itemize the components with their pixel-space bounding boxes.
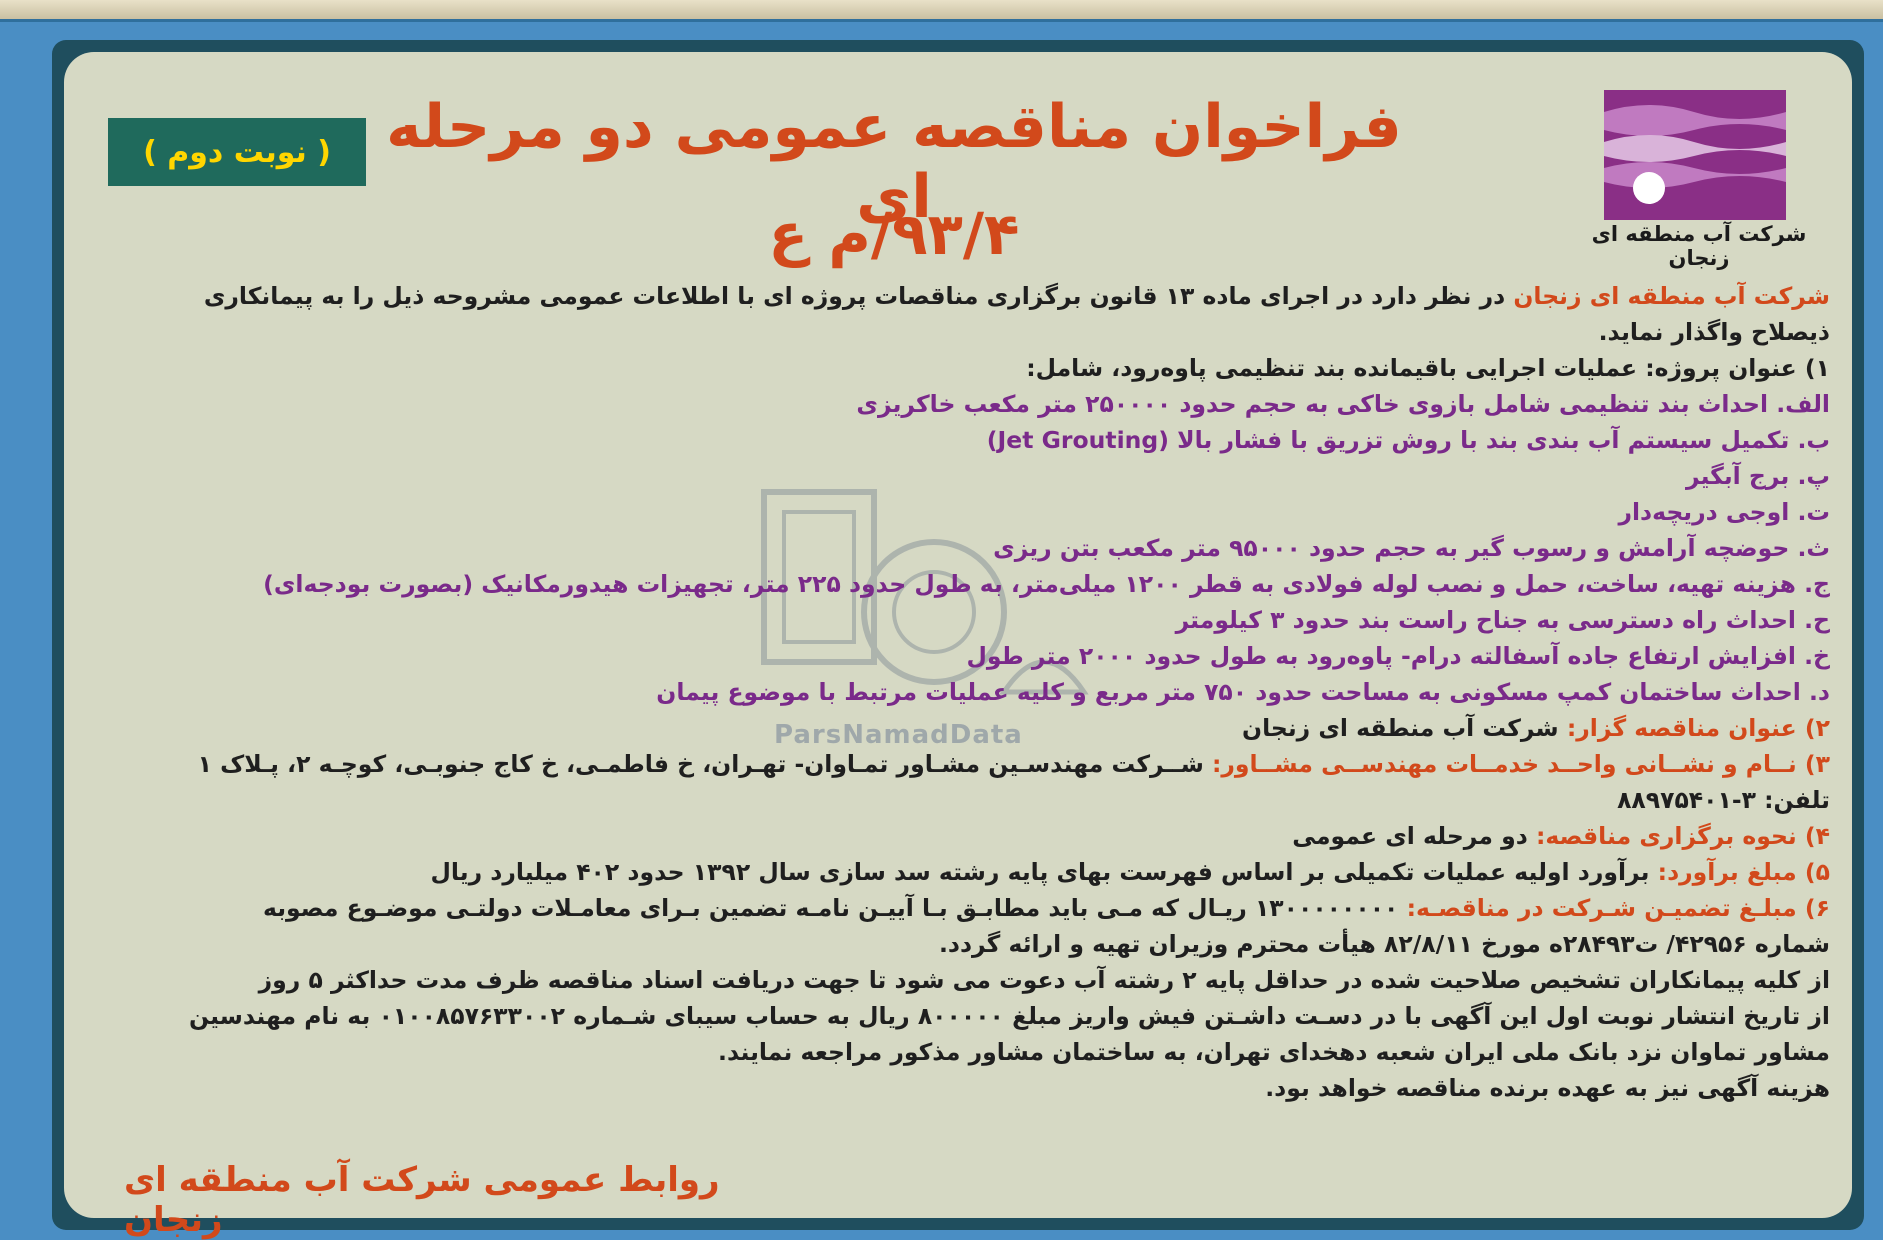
section-3 <box>108 746 1830 782</box>
tender-code: ۹۳/۴/م ع <box>768 200 1020 268</box>
project-item: الف. احداث بند تنظیمی شامل بازوی خاکی به حجم حدود ۲۵۰۰۰۰ متر مکعب خاکریزی <box>856 390 1830 418</box>
closing-line: مشاور تماوان نزد بانک ملی ایران شعبه دهخدای تهران، به ساختمان مشاور مذکور مراجعه نمایند. <box>718 1038 1830 1066</box>
logo-caption: شرکت آب منطقه ای زنجان <box>1591 222 1807 270</box>
section-3-phone: تلفن: ۳-۸۸۹۷۵۴۰۱ <box>1617 786 1830 814</box>
closing-line: هزینه آگهی نیز به عهده برنده مناقصه خواهد بود. <box>1265 1074 1830 1102</box>
intro-org: شرکت آب منطقه ای زنجان <box>1513 282 1830 310</box>
intro-line-2: ذیصلاح واگذار نماید. <box>1598 318 1830 346</box>
section-3-value: شــرکت مهندسـین مشـاور تمـاوان- تهـران، خ فاطمـی، خ کاج جنوبـی، کوچـه ۲، پـلاک ۱ <box>197 750 1204 778</box>
section-2-value: شرکت آب منطقه ای زنجان <box>1242 714 1559 742</box>
project-item: خ. افزایش ارتفاع جاده آسفالته درام- پاوه‌رود به طول حدود ۲۰۰۰ متر طول <box>966 642 1830 670</box>
section-6-label: ۶) مبلـغ تضمیـن شـرکت در مناقصـه: <box>1398 894 1830 922</box>
closing-line: از تاریخ انتشار نوبت اول این آگهی با در دسـت داشـتن فیش واریز مبلغ ۸۰۰۰۰۰ ریال به حساب سیبای شـماره ۰۱۰۰۸۵۷۶۳۳۰۰۲ به نام مهندسین <box>188 1002 1830 1030</box>
project-item: ت. اوجی دریچه‌دار <box>1618 498 1830 526</box>
page-title: فراخوان مناقصه عمومی دو مرحله ای <box>386 92 1402 232</box>
section-5 <box>108 854 1830 890</box>
project-item-6-suffix: (بصورت بودجه‌ای) <box>263 570 482 598</box>
section-5-label: ۵) مبلغ برآورد: <box>1649 858 1830 886</box>
section-4-value: دو مرحله ای عمومی <box>1292 822 1528 850</box>
section-4 <box>108 818 1830 854</box>
public-relations-signature: روابط عمومی شرکت آب منطقه ای زنجان <box>124 1160 720 1240</box>
section-4-label: ۴) نحوه برگزاری مناقصه: <box>1527 822 1830 850</box>
ad-paper <box>64 52 1852 1240</box>
section-6 <box>108 890 1830 926</box>
project-item: پ. برج آبگیر <box>1685 462 1830 490</box>
project-heading: ۱) عنوان پروژه: عملیات اجرایی باقیمانده بند تنظیمی پاوه‌رود، شامل: <box>1026 354 1830 382</box>
project-item: ح. احداث راه دسترسی به جناح راست بند حدود ۳ کیلومتر <box>1175 606 1830 634</box>
watermark-text: ParsNamadData <box>774 720 1023 750</box>
section-2 <box>108 710 1830 746</box>
ad-frame <box>52 40 1864 1240</box>
section-6-value: ۱۳۰۰۰۰۰۰۰۰ ریـال که مـی باید مطابـق بـا آییـن نامـه تضمین بـرای معامـلات دولتـی موضـوع مصوبه <box>262 894 1399 922</box>
section-5-value: برآورد اولیه عملیات تکمیلی بر اساس فهرست بهای پایه رشته سد سازی سال ۱۳۹۲ حدود ۴۰۲ میلیارد ریال <box>430 858 1650 886</box>
project-item-6 <box>108 566 1830 602</box>
company-logo <box>1604 90 1786 220</box>
section-6-line-2: شماره ۴۲۹۵۶/ ت۲۸۴۹۳ه مورخ ۸۲/۸/۱۱ هیأت محترم وزیران تهیه و ارائه گردد. <box>938 930 1830 958</box>
ad-body <box>108 278 1830 1106</box>
project-item: ب. تکمیل سیستم آب بندی بند با روش تزریق با فشار بالا (Jet Grouting) <box>986 426 1830 454</box>
project-item: د. احداث ساختمان کمپ مسکونی به مساحت حدود ۷۵۰ متر مربع و کلیه عملیات مرتبط با موضوع پیمان <box>656 678 1830 706</box>
round-badge: ( نوبت دوم ) <box>108 118 366 186</box>
project-item: ث. حوضچه آرامش و رسوب گیر به حجم حدود ۹۵۰۰۰ متر مکعب بتن ریزی <box>993 534 1830 562</box>
top-strip <box>0 0 1883 22</box>
section-2-label: ۲) عنوان مناقصه گزار: <box>1558 714 1830 742</box>
section-3-label: ۳) نــام و نشــانی واحــد خدمــات مهندســی مشــاور: <box>1203 750 1830 778</box>
intro-line-1 <box>108 278 1830 314</box>
closing-line: از کلیه پیمانکاران تشخیص صلاحیت شده در حداقل پایه ۲ رشته آب دعوت می شود تا جهت دریافت اسناد مناقصه ظرف مدت حداکثر ۵ روز <box>258 966 1830 994</box>
project-item-6-text: ج. هزینه تهیه، ساخت، حمل و نصب لوله فولادی به قطر ۱۲۰۰ میلی‌متر، به طول حدود ۲۲۵ متر، تجهیزات هیدورمکانیک <box>481 570 1830 598</box>
intro-text-1: در نظر دارد در اجرای ماده ۱۳ قانون برگزاری مناقصات پروژه ای با اطلاعات عمومی مشروحه ذیل را به پیمانکاری <box>203 282 1514 310</box>
